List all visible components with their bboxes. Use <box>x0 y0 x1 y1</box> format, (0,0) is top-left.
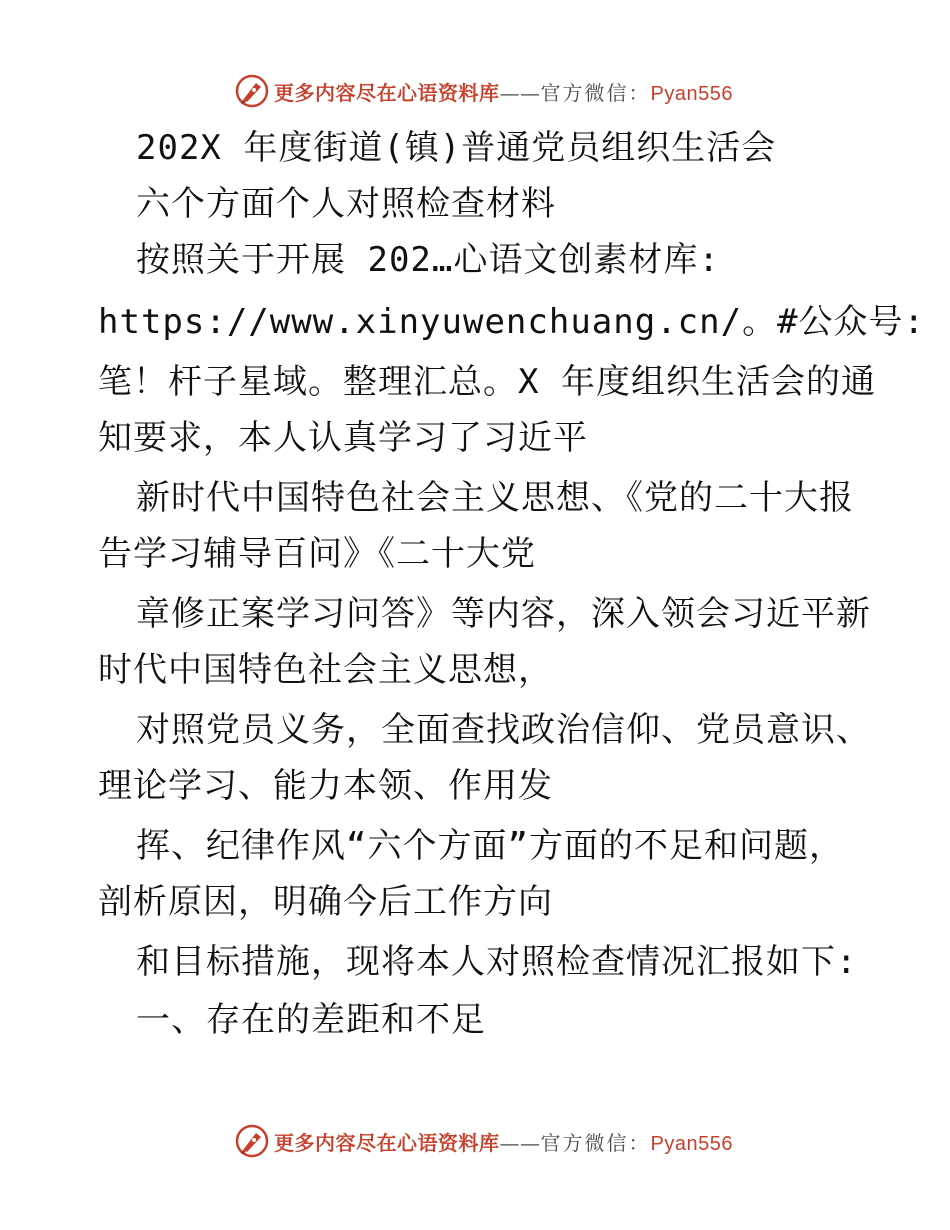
footer-banner-text <box>274 1127 733 1156</box>
banner-separator: —— <box>499 1130 541 1155</box>
doc-paragraph-line: 章修正案学习问答》等内容，深入领会习近平新 <box>136 594 871 634</box>
doc-paragraph-line: 理论学习、能力本领、作用发 <box>98 766 553 806</box>
doc-paragraph-line: 告学习辅导百问》《二十大党 <box>98 534 536 574</box>
doc-paragraph-line: https://www.xinyuwenchuang.cn/。#公众号: <box>98 302 926 342</box>
banner-separator: —— <box>499 80 541 105</box>
pen-nib-logo <box>234 73 270 109</box>
doc-paragraph-line: 对照党员义务，全面查找政治信仰、党员意识、 <box>136 710 871 750</box>
footer-banner <box>234 1121 733 1161</box>
doc-paragraph-line: 笔！杆子星域。整理汇总。X 年度组织生活会的通 <box>98 362 876 402</box>
banner-site-name: 更多内容尽在心语资料库 <box>274 80 500 105</box>
banner-site-name: 更多内容尽在心语资料库 <box>274 1130 500 1155</box>
doc-section-heading: 一、存在的差距和不足 <box>136 1000 486 1040</box>
banner-wechat-id: Pyan556 <box>650 82 733 105</box>
doc-paragraph-line: 剖析原因，明确今后工作方向 <box>98 882 553 922</box>
doc-paragraph-line: 按照关于开展 202…心语文创素材库: <box>136 240 720 280</box>
doc-paragraph-line: 新时代中国特色社会主义思想、《党的二十大报 <box>136 478 854 518</box>
banner-wechat-label: 官方微信： <box>540 1130 651 1155</box>
pen-nib-logo <box>234 1123 270 1159</box>
doc-paragraph-line: 知要求，本人认真学习了习近平 <box>98 418 588 458</box>
doc-paragraph-line: 挥、纪律作风“六个方面”方面的不足和问题， <box>136 826 844 866</box>
banner-wechat-label: 官方微信： <box>540 80 651 105</box>
banner-wechat-id: Pyan556 <box>650 1132 733 1155</box>
doc-title-line-1: 202X 年度街道(镇)普通党员组织生活会 <box>136 128 777 168</box>
doc-title-line-2: 六个方面个人对照检查材料 <box>136 184 556 224</box>
doc-paragraph-line: 时代中国特色社会主义思想， <box>98 650 553 690</box>
header-banner <box>234 71 733 111</box>
header-banner-text <box>274 77 733 106</box>
doc-paragraph-line: 和目标措施，现将本人对照检查情况汇报如下: <box>136 942 858 982</box>
